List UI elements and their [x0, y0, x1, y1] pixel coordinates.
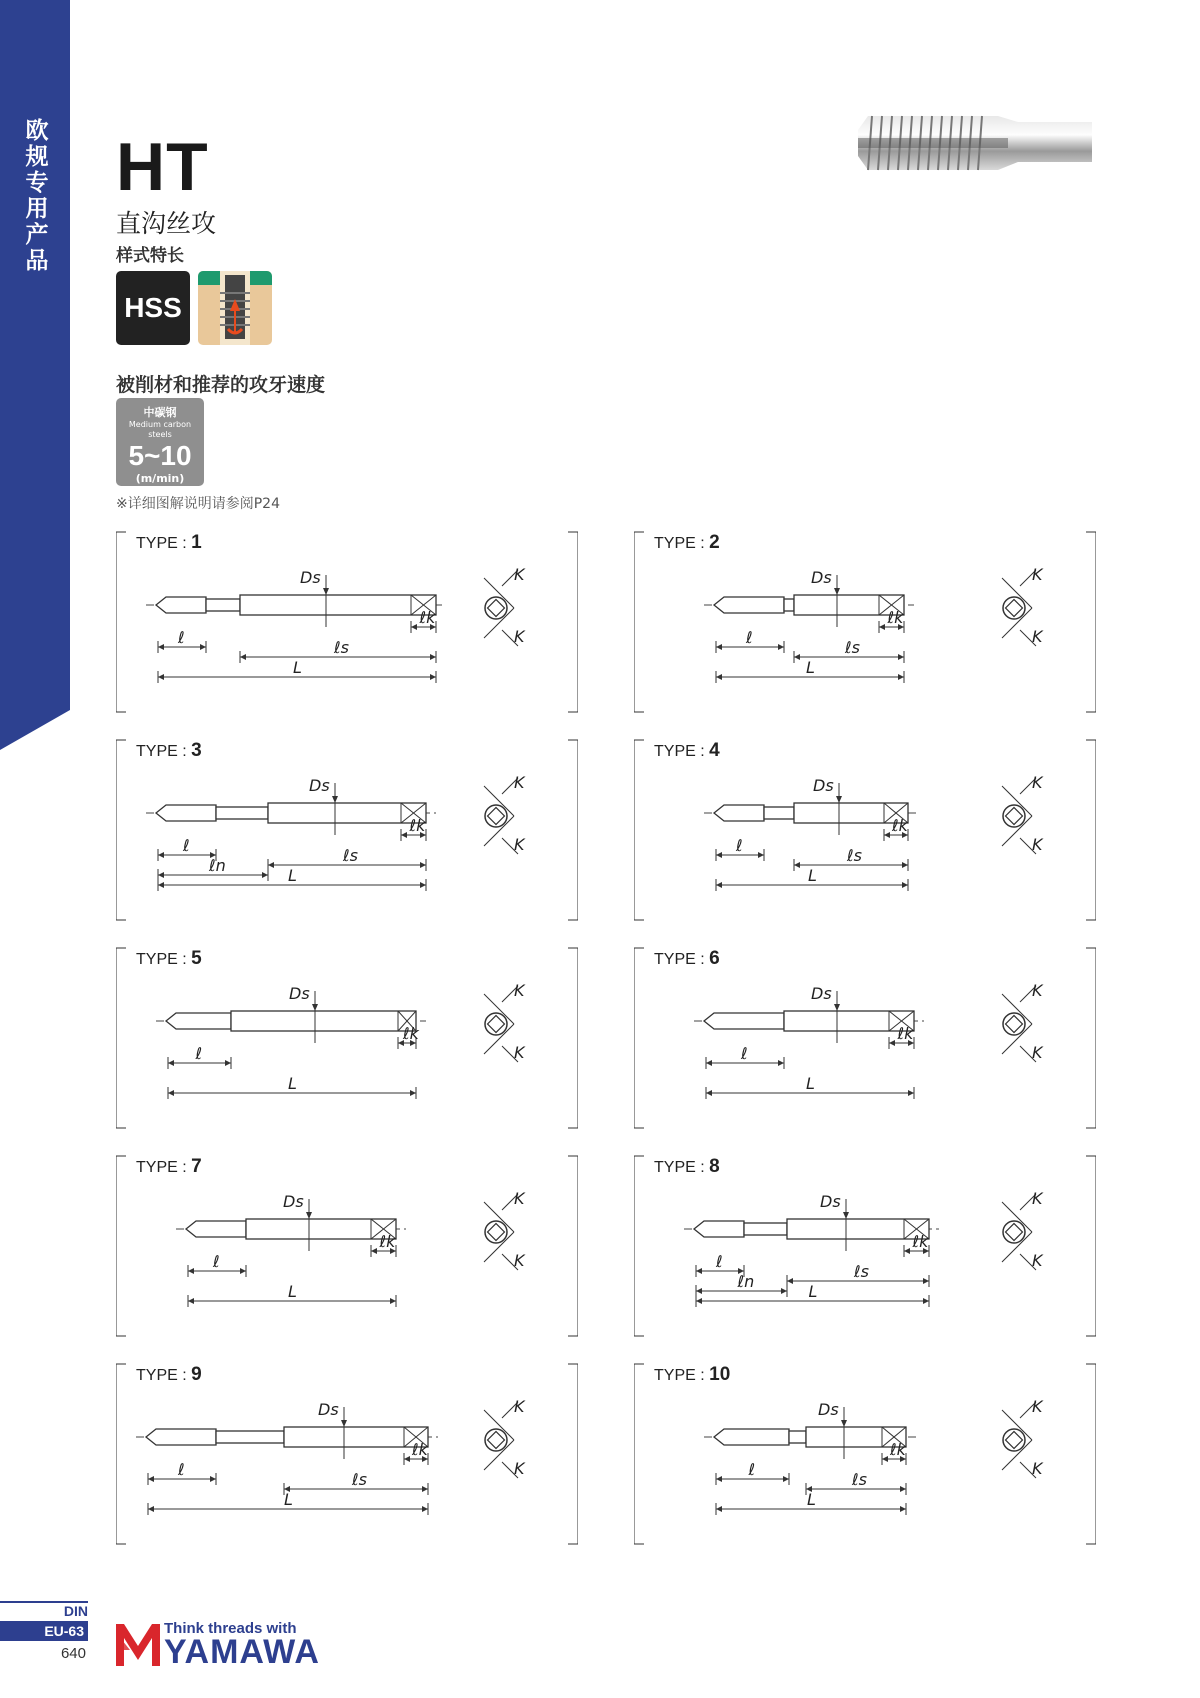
dim-l: ℓ	[183, 836, 190, 855]
ds-label: Ds	[818, 1400, 839, 1419]
side-tab	[0, 0, 70, 750]
cutting-speed-box	[116, 398, 204, 486]
ds-label: Ds	[820, 1192, 841, 1211]
k-label-top: K	[1032, 565, 1043, 584]
type-prefix: TYPE :	[136, 743, 192, 760]
type-prefix: TYPE :	[654, 1367, 710, 1384]
type-prefix: TYPE :	[654, 743, 710, 760]
product-code: HT	[116, 129, 209, 205]
type-prefix: TYPE :	[654, 535, 710, 552]
ds-label: Ds	[811, 984, 832, 1003]
dim-L: L	[806, 658, 815, 677]
k-label-bottom: K	[514, 1043, 525, 1062]
dim-ls: ℓs	[847, 846, 862, 865]
type-prefix: TYPE :	[136, 951, 192, 968]
material-cn: 中碳钢	[143, 406, 177, 419]
dim-lk: ℓk	[897, 1024, 914, 1043]
dim-lk: ℓk	[892, 816, 908, 835]
ds-label: Ds	[283, 1192, 304, 1211]
k-label-bottom: K	[514, 1251, 525, 1270]
tap-product-photo	[858, 108, 1092, 178]
ds-label: Ds	[318, 1400, 339, 1419]
type-number: 6	[709, 948, 720, 969]
dim-l: ℓ	[736, 836, 743, 855]
type-prefix: TYPE :	[654, 1159, 710, 1176]
tap-dimension-drawing	[634, 530, 1096, 714]
k-label-bottom: K	[514, 627, 525, 646]
type-number: 1	[191, 532, 202, 553]
type-number: 2	[709, 532, 720, 553]
type-prefix: TYPE :	[654, 951, 710, 968]
dim-l: ℓ	[746, 628, 753, 647]
type-panel-5	[116, 946, 578, 1130]
material-en: Medium carbon steels	[128, 420, 192, 439]
hss-material-badge: HSS	[116, 271, 190, 345]
k-label-bottom: K	[1032, 1251, 1043, 1270]
type-number: 10	[709, 1364, 731, 1385]
k-label-top: K	[1032, 773, 1043, 792]
dim-ls: ℓs	[343, 846, 358, 865]
type-number: 5	[191, 948, 202, 969]
type-panel-1	[116, 530, 578, 714]
tap-dimension-drawing	[116, 738, 578, 922]
product-style: 样式特长	[116, 246, 184, 266]
page-number: 640	[60, 1645, 86, 1662]
dim-ls: ℓs	[334, 638, 349, 657]
dim-L: L	[807, 1490, 816, 1509]
ds-label: Ds	[811, 568, 832, 587]
dim-lk: ℓk	[887, 608, 904, 627]
type-panel-6	[634, 946, 1096, 1130]
k-label-bottom: K	[1032, 627, 1043, 646]
k-label-bottom: K	[1032, 1459, 1043, 1478]
dim-ls: ℓs	[852, 1470, 867, 1489]
dim-L: L	[284, 1490, 293, 1509]
yamawa-logo-icon	[116, 1620, 160, 1668]
tap-dimension-drawing	[116, 1362, 578, 1546]
dim-ls: ℓs	[854, 1262, 869, 1281]
cutting-speed-heading: 被削材和推荐的攻牙速度	[116, 374, 326, 396]
ds-label: Ds	[289, 984, 310, 1003]
type-prefix: TYPE :	[136, 1367, 192, 1384]
reference-note: ※详细图解说明请参阅P24	[116, 496, 280, 512]
tap-dimension-drawing	[634, 738, 1096, 922]
dim-ls: ℓs	[352, 1470, 367, 1489]
k-label-bottom: K	[1032, 835, 1043, 854]
din-standard-marker	[0, 1601, 88, 1639]
type-panel-8	[634, 1154, 1096, 1338]
dim-L: L	[808, 866, 817, 885]
dim-lk: ℓk	[419, 608, 436, 627]
dim-lk: ℓk	[403, 1024, 419, 1043]
tap-dimension-drawing	[634, 1154, 1096, 1338]
ds-label: Ds	[813, 776, 834, 795]
type-number: 8	[709, 1156, 720, 1177]
tap-dimension-drawing	[634, 1362, 1096, 1546]
type-number: 7	[191, 1156, 202, 1177]
k-label-top: K	[514, 773, 525, 792]
speed-unit: (m/min)	[135, 472, 185, 485]
type-panel-3	[116, 738, 578, 922]
type-panel-9	[116, 1362, 578, 1546]
dim-l: ℓ	[716, 1252, 723, 1271]
k-label-bottom: K	[514, 1459, 525, 1478]
type-panel-4	[634, 738, 1096, 922]
dim-lk: ℓk	[912, 1232, 929, 1251]
dim-L: L	[293, 658, 302, 677]
brand-name: YAMAWA	[164, 1633, 320, 1671]
dim-lk: ℓk	[409, 816, 426, 835]
k-label-top: K	[1032, 981, 1043, 1000]
dim-L: L	[288, 1074, 297, 1093]
dim-lk: ℓk	[379, 1232, 396, 1251]
k-label-top: K	[514, 981, 525, 1000]
k-label-bottom: K	[514, 835, 525, 854]
speed-value: 5~10	[128, 440, 192, 471]
din-label: DIN	[63, 1603, 88, 1619]
dim-l: ℓ	[195, 1044, 203, 1063]
dim-lk: ℓk	[890, 1440, 906, 1459]
dim-lk: ℓk	[412, 1440, 428, 1459]
dim-ln: ℓn	[737, 1272, 755, 1291]
type-number: 9	[191, 1364, 202, 1385]
k-label-top: K	[514, 1397, 525, 1416]
ds-label: Ds	[300, 568, 321, 587]
dim-l: ℓ	[178, 1460, 185, 1479]
k-label-top: K	[1032, 1189, 1043, 1208]
side-tab-label: 欧规专用产品	[25, 118, 49, 274]
k-label-bottom: K	[1032, 1043, 1043, 1062]
ds-label: Ds	[309, 776, 330, 795]
k-label-top: K	[1032, 1397, 1043, 1416]
dim-ln: ℓn	[209, 856, 226, 875]
tap-dimension-drawing	[116, 530, 578, 714]
through-hole-tap-icon	[198, 271, 272, 345]
dim-l: ℓ	[178, 628, 185, 647]
dim-L: L	[288, 1282, 297, 1301]
dim-l: ℓ	[741, 1044, 748, 1063]
k-label-top: K	[514, 1189, 525, 1208]
type-number: 3	[191, 740, 202, 761]
dim-ls: ℓs	[845, 638, 860, 657]
dim-L: L	[806, 1074, 815, 1093]
tap-dimension-drawing	[634, 946, 1096, 1130]
brand-tagline: Think threads with	[164, 1620, 297, 1637]
type-panel-10	[634, 1362, 1096, 1546]
type-number: 4	[709, 740, 720, 761]
type-prefix: TYPE :	[136, 535, 192, 552]
dim-L: L	[808, 1282, 818, 1301]
type-panel-7	[116, 1154, 578, 1338]
type-panel-2	[634, 530, 1096, 714]
tap-dimension-drawing	[116, 1154, 578, 1338]
dim-l: ℓ	[748, 1460, 756, 1479]
product-name: 直沟丝攻	[116, 209, 217, 238]
k-label-top: K	[514, 565, 525, 584]
tap-dimension-drawing	[116, 946, 578, 1130]
dim-L: L	[288, 866, 297, 885]
type-prefix: TYPE :	[136, 1159, 192, 1176]
dim-l: ℓ	[213, 1252, 220, 1271]
catalog-code: EU-63	[0, 1621, 88, 1641]
